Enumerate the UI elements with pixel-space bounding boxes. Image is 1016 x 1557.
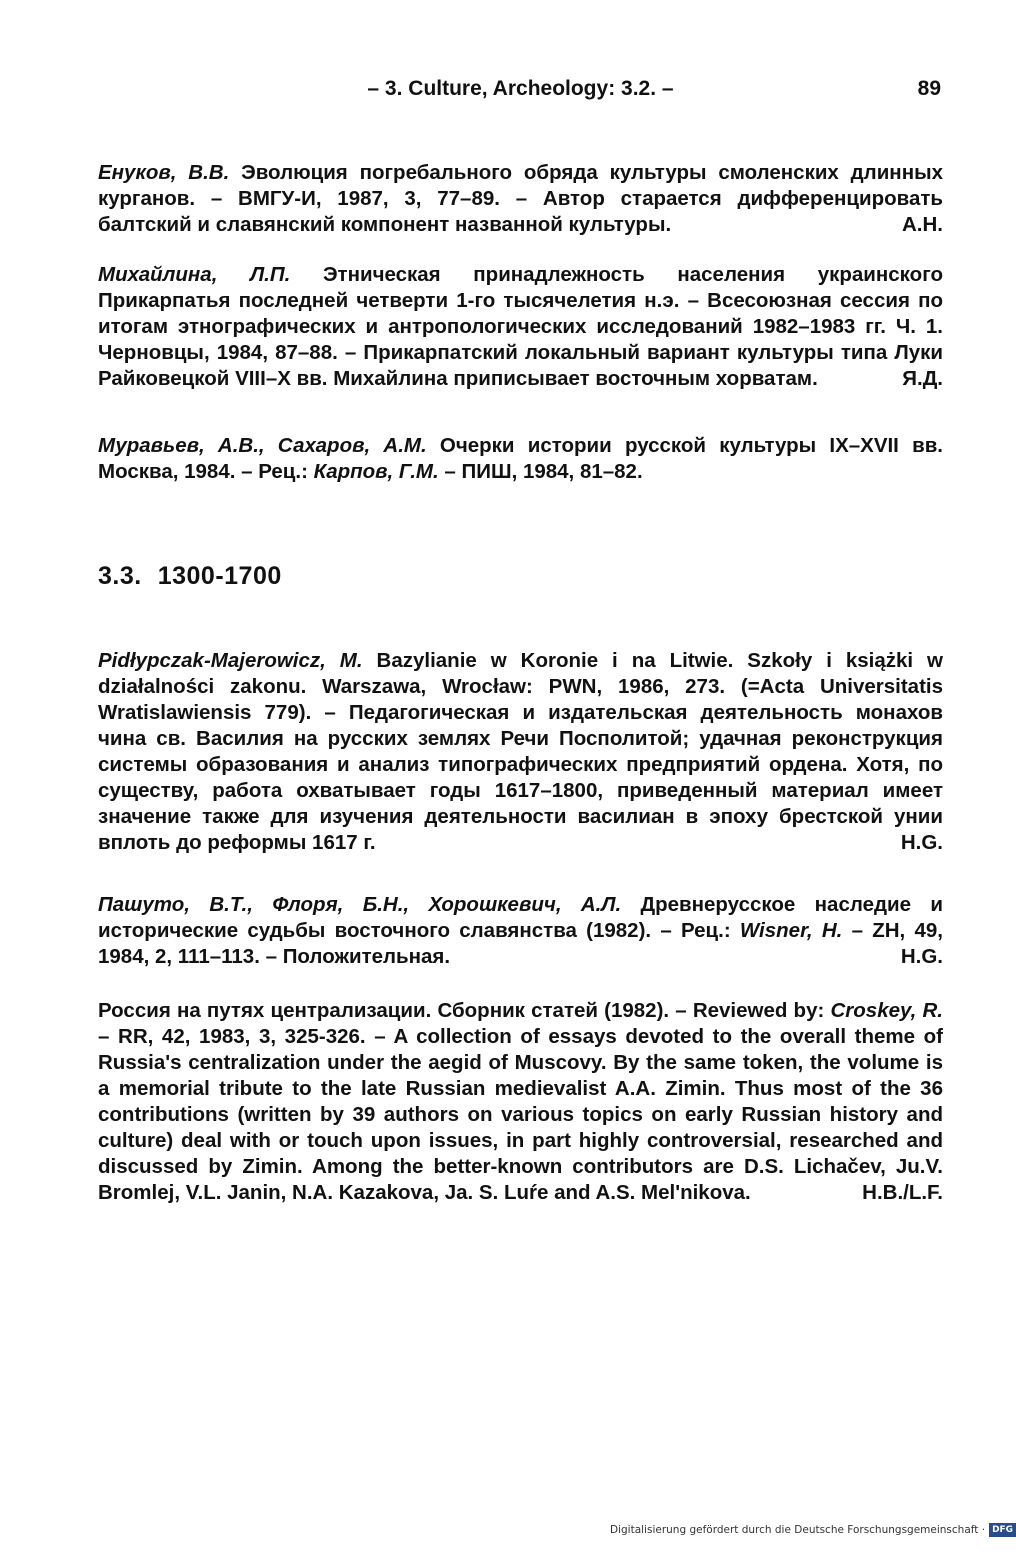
entry-text-after: – RR, 42, 1983, 3, 325-326. – A collection of essays devoted to the overall theme of Russia's centralization under the aegid of Muscovy. By the same token, the volume is a memorial tribute to the late Russian medievalist A.A. Zimin. Thus most of the 36 contributions (written by 39 authors on various topics on early Russian history and culture) deal with or touch upon issues, in part highly controversial, researched and discussed by Zimin. Among the better-known contributors are D.S. Lichačev, Ju.V. Bromlej, V.L. Janin, N.A. Kazakova, Ja. S. Luŕe and A.S. Mel'nikova. bbox=[98, 1025, 943, 1204]
entry-author: Енуков, В.В. bbox=[98, 161, 230, 184]
entry-text: Россия на путях централизации. Сборник статей (1982). – Reviewed by: bbox=[98, 999, 831, 1022]
digitization-footer bbox=[610, 1523, 1016, 1537]
bibliography-entry bbox=[98, 262, 943, 392]
entry-initials: H.G. bbox=[900, 945, 943, 968]
section-title: 1300-1700 bbox=[157, 562, 282, 590]
entry-author: Pidłypczak-Majerowicz, M. bbox=[98, 649, 363, 672]
entry-initials: А.Н. bbox=[902, 213, 943, 236]
entry-reviewer: Wisner, H. bbox=[739, 919, 843, 942]
entry-initials: H.G. bbox=[900, 831, 943, 854]
entry-author: Муравьев, А.В., Сахаров, А.М. bbox=[98, 434, 427, 457]
entry-text-after: – ZH, 49, 1984, 2, 111–113. – Положительная. bbox=[98, 919, 943, 968]
page-number: 89 bbox=[917, 77, 941, 100]
entry-author: Пашуто, В.Т., Флоря, Б.Н., Хорошкевич, А.Л. bbox=[98, 893, 622, 916]
entry-initials: H.B./L.F. bbox=[862, 1181, 943, 1204]
bibliography-entry bbox=[98, 648, 943, 856]
page-header bbox=[98, 77, 943, 111]
entry-text-after: – ПИШ, 1984, 81–82. bbox=[438, 460, 643, 483]
entry-reviewer: Croskey, R. bbox=[830, 999, 943, 1022]
entry-author: Михайлина, Л.П. bbox=[98, 263, 291, 286]
dfg-logo-icon: DFG bbox=[989, 1523, 1016, 1537]
entry-text: Этническая принадлежность населения украинского Прикарпатья последней четверти 1-го тысячелетия н.э. – Всесоюзная сессия по итогам этнографических и антропологических исследований 1982–1983 гг. Ч. 1. Черновцы, 1984, 87–88. – Прикарпатский локальный вариант культуры типа Луки Райковецкой VIII–X вв. Михайлина приписывает восточным хорватам. bbox=[98, 263, 943, 390]
footer-text: Digitalisierung gefördert durch die Deutsche Forschungsgemeinschaft · bbox=[610, 1524, 986, 1536]
section-heading bbox=[98, 562, 298, 591]
bibliography-entry bbox=[98, 998, 943, 1206]
bibliography-entry bbox=[98, 892, 943, 970]
entry-text: Древнерусское наследие и исторические судьбы восточного славянства (1982). – Рец.: bbox=[98, 893, 943, 942]
entry-text: Bazylianie w Koronie i na Litwie. Szkoły i książki w działalności zakonu. Warszawa, Wrocław: PWN, 1986, 273. (=Acta Universitatis Wratislawiensis 779). – Педагогическая и издательская деятельность монахов чина св. Василия на русских землях Речи Посполитой; удачная реконструкция системы образования и анализ типографических предприятий ордена. Хотя, по существу, работа охватывает годы 1617–1800, приведенный материал имеет значение также для изучения деятельности василиан в эпоху брестской унии вплоть до реформы 1617 г. bbox=[98, 649, 943, 854]
bibliography-entry bbox=[98, 160, 943, 238]
entry-text: Очерки истории русской культуры IX–XVII вв. Москва, 1984. – Рец.: bbox=[98, 434, 943, 483]
entry-reviewer: Карпов, Г.М. bbox=[313, 460, 439, 483]
running-title: – 3. Culture, Archeology: 3.2. – bbox=[367, 77, 674, 100]
entry-text: Эволюция погребального обряда культуры смоленских длинных курганов. – ВМГУ-И, 1987, 3, 77–89. – Автор старается дифференцировать балтский и славянский компонент названной культуры. bbox=[98, 161, 943, 236]
bibliography-entry bbox=[98, 433, 943, 485]
section-number: 3.3. bbox=[98, 562, 142, 590]
entry-initials: Я.Д. bbox=[902, 367, 943, 390]
